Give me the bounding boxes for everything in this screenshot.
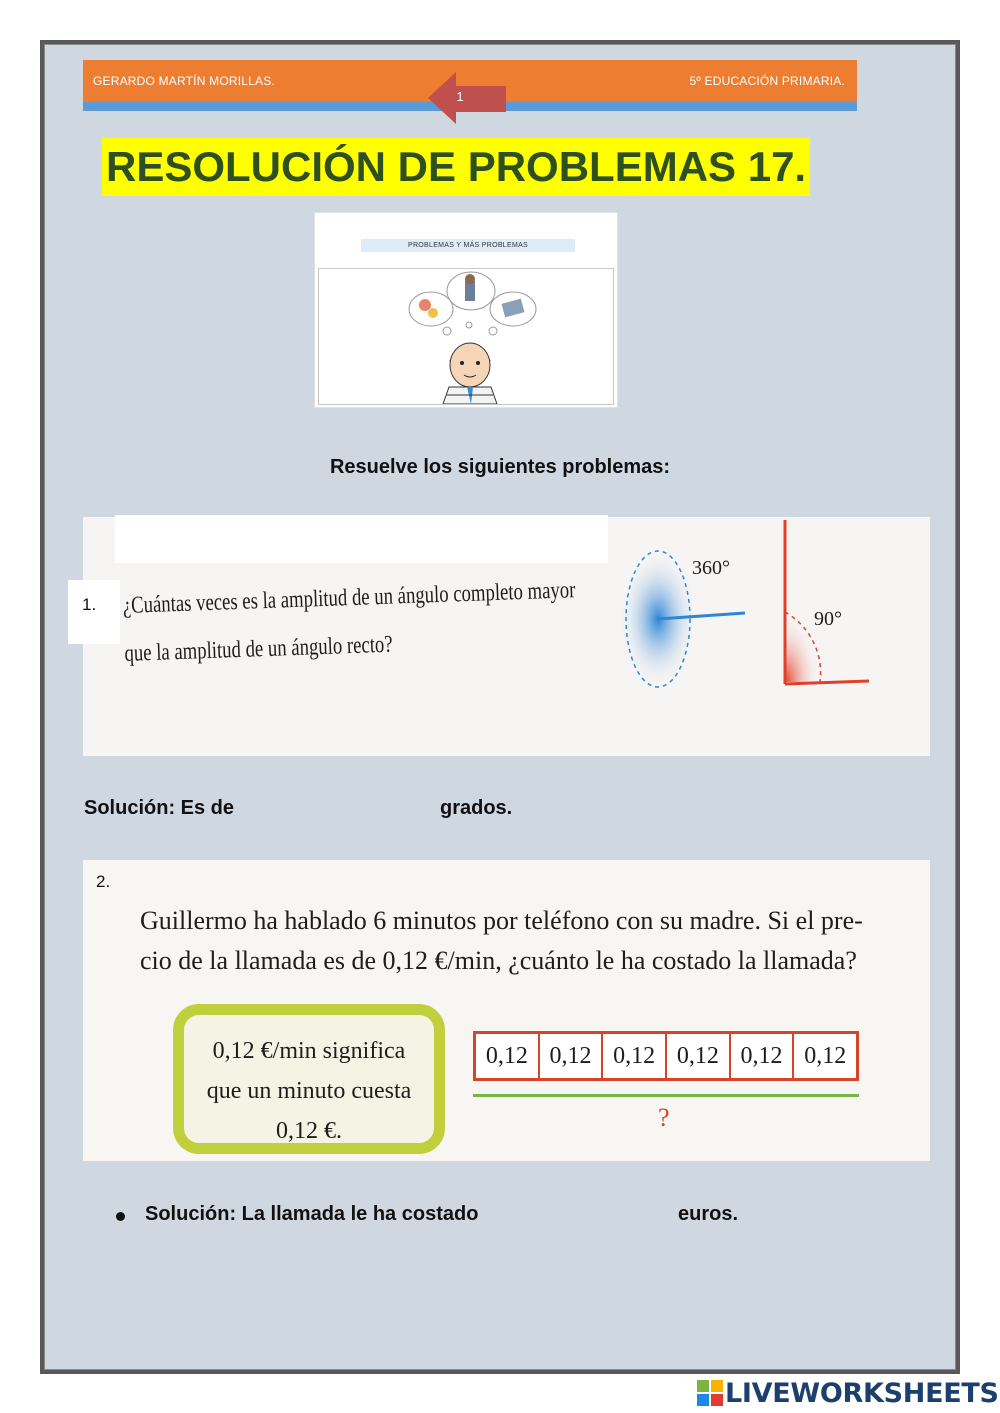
problem-1-question-line1: ¿Cuántas veces es la amplitud de un ángulo completo mayor [122, 577, 576, 619]
solution-2-suffix: euros. [678, 1203, 739, 1225]
hint-box [173, 1004, 445, 1154]
page-title: RESOLUCIÓN DE PROBLEMAS 17. [102, 138, 810, 196]
header-grade: 5º EDUCACIÓN PRIMARIA. [689, 74, 845, 88]
cover-patch [115, 515, 608, 563]
solution-2-answer-field[interactable] [526, 1205, 672, 1229]
liveworksheets-logo-icon [697, 1380, 723, 1406]
problem-2-question-line1: Guillermo ha hablado 6 minutos por teléfono con su madre. Si el pre- [140, 906, 863, 935]
hint-text [184, 1031, 434, 1151]
thinking-boy-icon [319, 269, 613, 404]
strip-cell: 0,12 [667, 1034, 731, 1078]
problem-1-question [122, 568, 576, 678]
illustration-thinking-boy [314, 212, 618, 408]
strip-cell: 0,12 [540, 1034, 604, 1078]
strip-cell: 0,12 [731, 1034, 795, 1078]
hint-line3: 0,12 €. [276, 1118, 342, 1144]
problem-2-question-line2: cio de la llamada es de 0,12 €/min, ¿cuánto le ha costado la llamada? [140, 946, 857, 975]
problem-2-question [140, 901, 863, 981]
illustration-box [318, 268, 614, 405]
solution-2-prefix: Solución: La llamada le ha costado [145, 1203, 479, 1225]
label-90: 90° [814, 608, 842, 630]
illustration-banner: PROBLEMAS Y MÁS PROBLEMAS [361, 239, 575, 252]
hint-line2: que un minuto cuesta [206, 1078, 412, 1104]
bullet-icon [116, 1212, 125, 1221]
instructions: Resuelve los siguientes problemas: [329, 456, 671, 478]
hint-line1: 0,12 €/min significa [212, 1038, 406, 1064]
solution-1-prefix: Solución: Es de [84, 797, 235, 819]
label-360: 360° [692, 557, 730, 579]
unknown-mark: ? [658, 1103, 670, 1132]
solution-1-suffix: grados. [440, 797, 513, 819]
page-number: 1 [456, 89, 464, 104]
problem-2-number: 2. [96, 872, 111, 891]
liveworksheets-brand[interactable] [697, 1379, 999, 1407]
strip-cell: 0,12 [804, 1042, 847, 1069]
total-bracket-line [473, 1094, 859, 1097]
header-author: GERARDO MARTÍN MORILLAS. [93, 74, 275, 88]
strip-cell: 0,12 [603, 1034, 667, 1078]
problem-1-number: 1. [82, 595, 97, 614]
price-strip [473, 1031, 859, 1081]
strip-cell: 0,12 [476, 1034, 540, 1078]
solution-1-answer-field[interactable] [250, 800, 434, 824]
liveworksheets-name: LIVEWORKSHEETS [725, 1377, 999, 1409]
problem-1-question-line2: que la amplitud de un ángulo recto? [124, 631, 394, 667]
